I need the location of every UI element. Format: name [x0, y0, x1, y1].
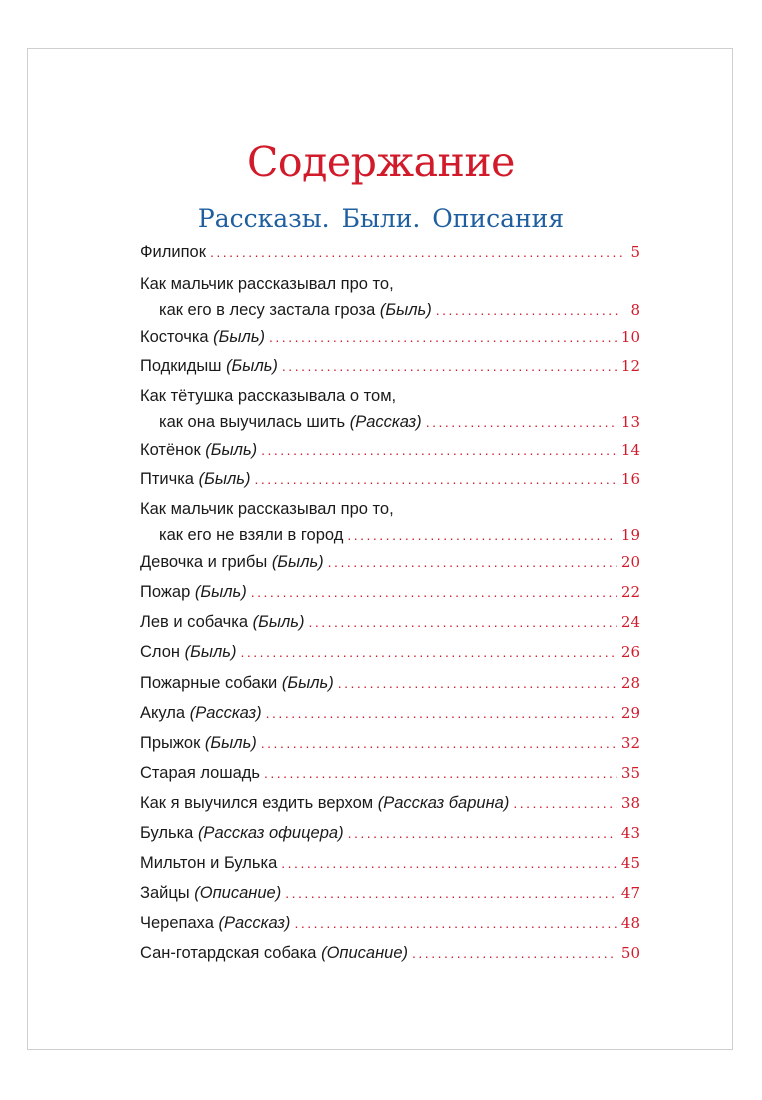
toc-entry[interactable]	[140, 703, 640, 723]
page-number: 14	[620, 441, 640, 459]
toc-entry[interactable]	[140, 793, 640, 813]
toc-entry[interactable]	[140, 327, 640, 347]
entry-title: как его в лесу застала гроза	[159, 301, 376, 319]
page-number: 13	[620, 413, 640, 431]
entry-note: (Рассказ офицера)	[197, 824, 344, 842]
dot-leader	[254, 469, 616, 489]
dot-leader	[261, 733, 617, 753]
dot-leader	[347, 525, 617, 545]
entry-title: Как я выучился ездить верхом	[140, 794, 374, 812]
page-number: 12	[620, 357, 640, 375]
entry-note: (Быль)	[213, 328, 266, 346]
entry-title: как его не взяли в город	[159, 526, 344, 544]
dot-leader	[282, 356, 617, 376]
page-number: 10	[620, 328, 640, 346]
dot-leader	[266, 703, 617, 723]
entry-note: (Быль)	[204, 734, 257, 752]
section-title: Рассказы. Были. Описания	[197, 204, 565, 233]
dot-leader	[426, 412, 617, 432]
page-number: 20	[620, 553, 640, 571]
toc-entry[interactable]	[140, 274, 640, 320]
toc-entry[interactable]	[140, 883, 640, 903]
toc-entry[interactable]	[140, 642, 640, 662]
entry-note: (Описание)	[194, 884, 282, 902]
entry-note: (Рассказ)	[189, 704, 262, 722]
entry-note: (Быль)	[379, 301, 432, 319]
entry-title: Булька	[140, 824, 194, 842]
entry-note: (Быль)	[198, 470, 251, 488]
entry-title: Птичка	[140, 470, 194, 488]
entry-title: Котёнок	[140, 441, 201, 459]
page-number: 5	[630, 243, 640, 261]
entry-title: Черепаха	[140, 914, 214, 932]
entry-title-line1: Как мальчик рассказывал про то,	[140, 275, 394, 293]
page-number: 45	[620, 854, 640, 872]
toc-entry[interactable]	[140, 386, 640, 432]
toc-entry[interactable]	[140, 913, 640, 933]
toc-entry[interactable]	[140, 733, 640, 753]
toc-entry[interactable]	[140, 440, 640, 460]
entry-note: (Быль)	[184, 643, 237, 661]
page-number: 22	[620, 583, 640, 601]
page-number: 48	[620, 914, 640, 932]
page-number: 8	[630, 301, 640, 319]
page-number: 35	[620, 764, 640, 782]
entry-note: (Быль)	[271, 553, 324, 571]
entry-title: Слон	[140, 643, 181, 661]
entry-title: Сан-готардская собака	[140, 944, 317, 962]
page-number: 28	[620, 674, 640, 692]
entry-title: Прыжок	[140, 734, 201, 752]
entry-note: (Быль)	[226, 357, 278, 375]
entry-title-line1: Как тётушка рассказывала о том,	[140, 387, 397, 405]
page-number: 19	[620, 526, 640, 544]
entry-title: Зайцы	[140, 884, 190, 902]
page-number: 32	[620, 734, 640, 752]
entry-title: Пожар	[140, 583, 191, 601]
toc-entry[interactable]	[140, 823, 640, 843]
dot-leader	[348, 823, 617, 843]
page-number: 26	[620, 643, 640, 661]
entry-note: (Быль)	[281, 674, 334, 692]
toc-entry[interactable]	[140, 552, 640, 572]
dot-leader	[210, 242, 622, 262]
toc-entry[interactable]	[140, 943, 640, 963]
entry-note: (Рассказ)	[349, 413, 422, 431]
entry-title-line1: Как мальчик рассказывал про то,	[140, 500, 394, 518]
entry-title: Старая лошадь	[140, 764, 260, 782]
page-number: 29	[620, 704, 640, 722]
page-title: Содержание	[247, 138, 515, 186]
dot-leader	[281, 853, 617, 873]
entry-note: (Рассказ)	[218, 914, 291, 932]
entry-title: Филипок	[140, 243, 206, 261]
toc-entry[interactable]	[140, 582, 640, 602]
entry-note: (Быль)	[252, 613, 305, 631]
dot-leader	[294, 913, 616, 933]
entry-note: (Рассказ барина)	[377, 794, 510, 812]
entry-title: Пожарные собаки	[140, 674, 278, 692]
toc-entry[interactable]	[140, 356, 640, 376]
dot-leader	[412, 943, 617, 963]
toc-entry[interactable]	[140, 612, 640, 632]
entry-note: (Быль)	[205, 441, 258, 459]
dot-leader	[513, 793, 617, 813]
entry-title: Лев и собачка	[140, 613, 249, 631]
dot-leader	[328, 552, 617, 572]
entry-title: как она выучилась шить	[159, 413, 346, 431]
toc-entry[interactable]	[140, 499, 640, 545]
dot-leader	[338, 673, 617, 693]
dot-leader	[264, 763, 617, 783]
entry-title: Девочка и грибы	[140, 553, 268, 571]
page-number: 50	[620, 944, 640, 962]
dot-leader	[251, 582, 617, 602]
dot-leader	[285, 883, 617, 903]
page-number: 24	[620, 613, 640, 631]
entry-note: (Описание)	[321, 944, 409, 962]
entry-title: Мильтон и Булька	[140, 854, 278, 872]
dot-leader	[269, 327, 617, 347]
page-number: 16	[620, 470, 640, 488]
dot-leader	[308, 612, 616, 632]
page-number: 47	[620, 884, 640, 902]
toc-entry[interactable]	[140, 469, 640, 489]
toc-entry[interactable]	[140, 853, 640, 873]
dot-leader	[261, 440, 617, 460]
dot-leader	[240, 642, 616, 662]
entry-title: Подкидыш	[140, 357, 222, 375]
dot-leader	[436, 300, 622, 320]
entry-note: (Быль)	[194, 583, 247, 601]
entry-title: Косточка	[140, 328, 209, 346]
page-number: 43	[620, 824, 640, 842]
toc-entry[interactable]	[140, 242, 640, 262]
entry-title: Акула	[140, 704, 186, 722]
toc-entry[interactable]	[140, 763, 640, 783]
page-number: 38	[620, 794, 640, 812]
toc-entry[interactable]	[140, 673, 640, 693]
